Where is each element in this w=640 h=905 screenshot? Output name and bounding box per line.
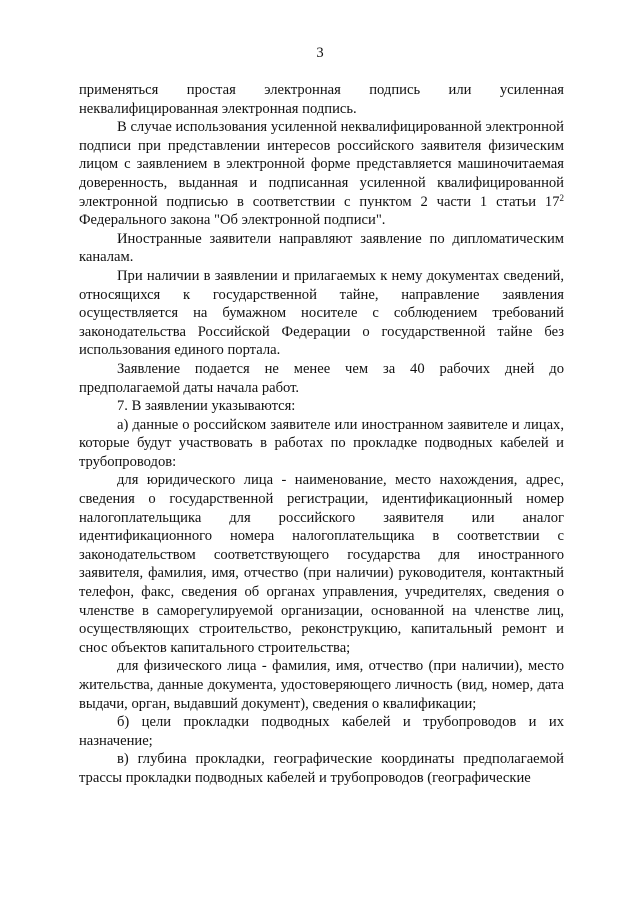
paragraph-item-a: а) данные о российском заявителе или иностранном заявителе и лицах, которые будут участвовать в работах по прокладке подводных кабелей и трубопроводов: xyxy=(79,416,564,470)
paragraph-individual: для физического лица - фамилия, имя, отчество (при наличии), место жительства, данные документа, удостоверяющего личность (вид, номер, дата выдачи, орган, выдавший документ), сведения о квалификации; xyxy=(79,658,564,712)
article-superscript: 2 xyxy=(559,192,564,203)
paragraph-item-b: б) цели прокладки подводных кабелей и трубопроводов и их назначение; xyxy=(79,714,564,749)
paragraph-clause-7: 7. В заявлении указываются: xyxy=(117,398,296,415)
paragraph-signature-types: применяться простая электронная подпись или усиленная неквалифицированная электронная подпись. xyxy=(79,82,564,117)
paragraph-state-secret: При наличии в заявлении и прилагаемых к нему документах сведений, относящихся к государственной тайне, направление заявления осуществляется на бумажном носителе с соблюдением требований законодательства Российской Федерации о государственной тайне без использования единого портала. xyxy=(79,267,564,359)
paragraph-submission-deadline: Заявление подается не менее чем за 40 рабочих дней до предполагаемой даты начала работ. xyxy=(79,360,564,396)
paragraph-power-of-attorney-text: В случае использования усиленной неквалифицированной электронной подписи при представлении интересов российского заявителя физическим лицом с заявлением в электронной форме представляется машиночитаемая доверенность, выданная и подписанная усиленной квалифицированной электронной подписью в соответствии с пунктом 2 части 1 статьи 17 xyxy=(79,119,564,210)
paragraph-power-of-attorney-tail: Федерального закона "Об электронной подписи". xyxy=(79,212,386,229)
document-body xyxy=(79,81,564,788)
page-number: 3 xyxy=(316,45,324,61)
paragraph-legal-entity: для юридического лица - наименование, место нахождения, адрес, сведения о государственной регистрации, идентификационный номер налогоплательщика для российского заявителя или аналог идентификационного номера налогоплательщика в соответствии с законодательством соответствующего государства для иностранного заявителя, фамилия, имя, отчество (при наличии) руководителя, контактный телефон, факс, сведения об органах управления, учредителях, сведения о членстве в саморегулируемой организации, основанной на членстве лиц, осуществляющих строительство, реконструкцию, капитальный ремонт и снос объектов капитального строительства; xyxy=(79,472,564,656)
paragraph-item-v: в) глубина прокладки, географические координаты предполагаемой трассы прокладки подводных кабелей и трубопроводов (географические xyxy=(79,751,564,786)
paragraph-power-of-attorney xyxy=(79,118,564,230)
paragraph-foreign-applicants: Иностранные заявители направляют заявление по дипломатическим каналам. xyxy=(79,230,564,266)
